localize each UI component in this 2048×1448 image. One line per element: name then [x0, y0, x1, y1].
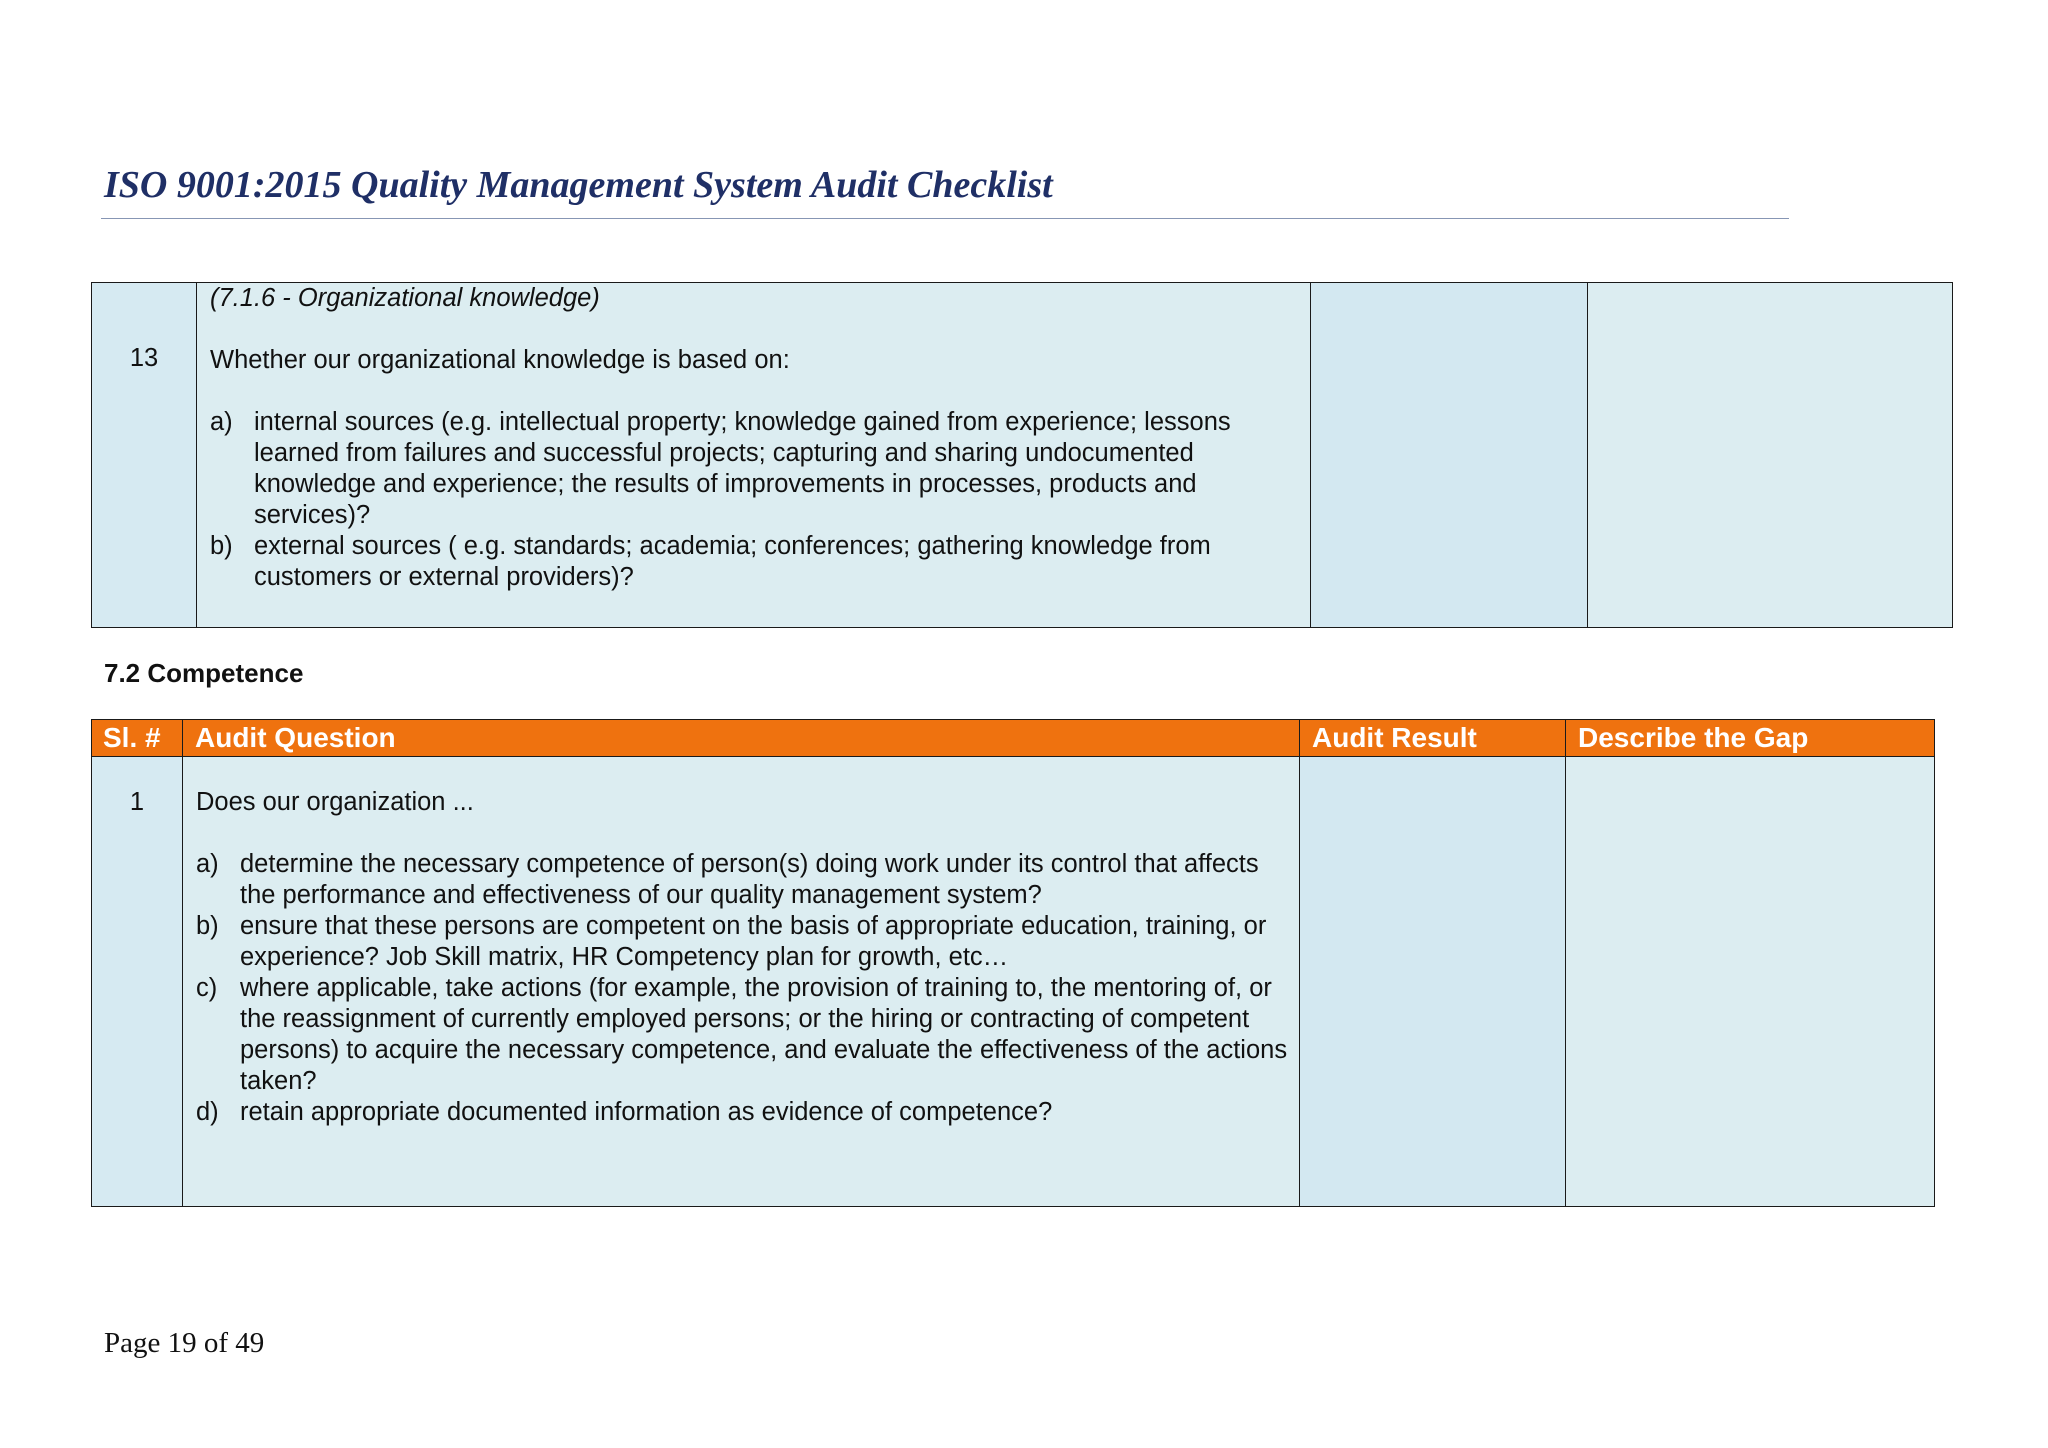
- question-sublist: [196, 849, 1289, 1128]
- row-number-cell: [92, 757, 183, 1207]
- question-text: Whether our organizational knowledge is based on:: [210, 346, 790, 374]
- list-marker: d): [196, 1098, 219, 1126]
- header-describe-gap: Describe the Gap: [1566, 720, 1935, 757]
- list-marker: a): [196, 850, 219, 878]
- list-item: [210, 531, 1300, 593]
- list-item: [196, 1097, 1289, 1128]
- audit-question-cell: [197, 283, 1311, 628]
- list-item-text: ensure that these persons are competent on the basis of appropriate education, training, or experience? Job Skill matrix, HR Competency plan for growth, etc…: [240, 912, 1267, 971]
- question-text: Does our organization ...: [196, 788, 474, 816]
- list-item: [196, 849, 1289, 911]
- gap-description-cell[interactable]: [1566, 757, 1935, 1207]
- page-number-footer: Page 19 of 49: [104, 1327, 265, 1359]
- table-header-row: [92, 720, 1935, 757]
- audit-result-cell[interactable]: [1300, 757, 1566, 1207]
- title-divider: [101, 218, 1789, 219]
- audit-result-cell[interactable]: [1311, 283, 1588, 628]
- list-item-text: internal sources (e.g. intellectual property; knowledge gained from experience; lessons learned from failures and successful projects; capturing and sharing undocumented knowledge and experience; the results of improvements in processes, products and services)?: [254, 408, 1231, 529]
- question-sublist: [210, 407, 1300, 593]
- header-serial-number: Sl. #: [92, 720, 183, 757]
- list-marker: b): [196, 912, 219, 940]
- document-title: ISO 9001:2015 Quality Management System Audit Checklist: [104, 164, 1053, 206]
- table-row: [92, 283, 1953, 628]
- list-item-text: external sources ( e.g. standards; academia; conferences; gathering knowledge from customers or external providers)?: [254, 532, 1211, 591]
- list-marker: c): [196, 974, 218, 1002]
- list-marker: a): [210, 408, 233, 436]
- table-row: [92, 757, 1935, 1207]
- list-item: [210, 407, 1300, 531]
- list-item-text: retain appropriate documented information as evidence of competence?: [240, 1098, 1053, 1126]
- list-item-text: determine the necessary competence of person(s) doing work under its control that affects the performance and effectiveness of our quality management system?: [240, 850, 1259, 909]
- gap-description-cell[interactable]: [1588, 283, 1953, 628]
- header-audit-question: Audit Question: [183, 720, 1300, 757]
- checklist-table-continued: [91, 282, 1953, 628]
- list-marker: b): [210, 532, 233, 560]
- list-item: [196, 973, 1289, 1097]
- competence-checklist-table: [91, 719, 1935, 1207]
- list-item: [196, 911, 1289, 973]
- row-number: 13: [129, 344, 159, 372]
- row-number: 1: [129, 788, 145, 816]
- audit-question-cell: [183, 757, 1300, 1207]
- header-audit-result: Audit Result: [1300, 720, 1566, 757]
- list-item-text: where applicable, take actions (for example, the provision of training to, the mentoring of, or the reassignment of currently employed persons; or the hiring or contracting of competent persons) to acquire the necessary competence, and evaluate the effectiveness of the actions taken?: [240, 974, 1288, 1095]
- section-heading: 7.2 Competence: [104, 658, 304, 688]
- row-number-cell: [92, 283, 197, 628]
- clause-reference: (7.1.6 - Organizational knowledge): [210, 284, 600, 312]
